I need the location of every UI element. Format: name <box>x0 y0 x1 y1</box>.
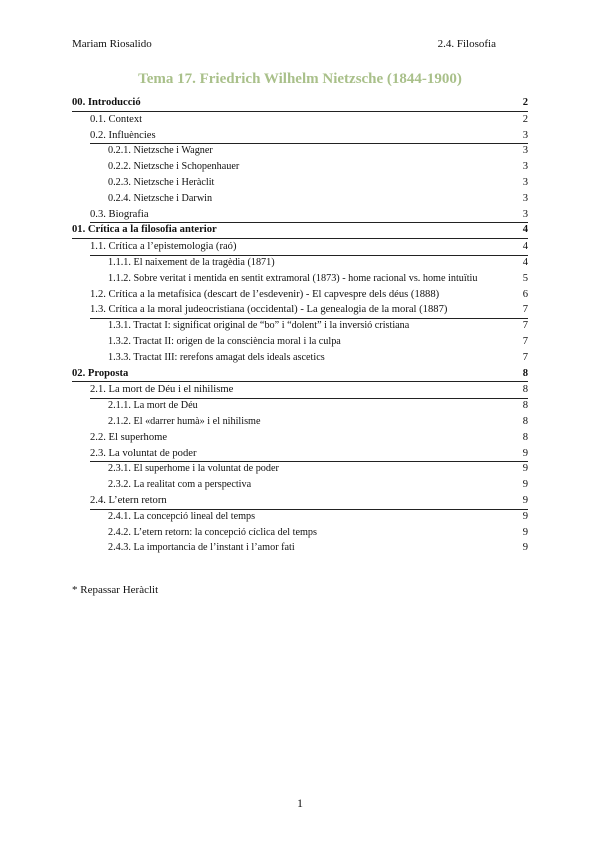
toc-entry[interactable] <box>72 446 528 462</box>
toc-entry-page: 6 <box>522 288 528 300</box>
toc-entry[interactable] <box>72 191 528 207</box>
toc-entry-label: 02. Proposta <box>72 367 129 379</box>
toc-entry-page: 3 <box>522 208 528 220</box>
toc-entry-label: 2.3. La voluntat de poder <box>90 447 197 459</box>
toc-entry-label: 1.1.1. El naixement de la tragèdia (1871) <box>108 256 275 268</box>
header-section: 2.4. Filosofia <box>437 38 496 50</box>
toc-entry-label: 1.3. Crítica a la moral judeocristiana (occidental) - La genealogia de la moral (1887) <box>90 304 448 316</box>
toc-entry[interactable] <box>72 382 528 398</box>
toc-entry-page: 4 <box>522 224 528 236</box>
toc-entry-page: 8 <box>522 367 528 379</box>
toc-entry-label: 0.3. Biografia <box>90 208 149 220</box>
toc-entry-label: 1.3.3. Tractat III: rerefons amagat dels ideals ascetics <box>108 351 325 363</box>
toc-entry-page: 7 <box>522 304 528 316</box>
toc-entry[interactable] <box>72 128 528 144</box>
table-of-contents <box>72 95 528 556</box>
toc-entry-label: 1.3.2. Tractat II: origen de la consciència moral i la culpa <box>108 335 341 347</box>
toc-entry-label: 2.4. L’etern retorn <box>90 494 167 506</box>
toc-entry-label: 0.2.4. Nietzsche i Darwin <box>108 192 213 204</box>
toc-entry[interactable] <box>72 540 528 556</box>
toc-entry[interactable] <box>72 493 528 509</box>
toc-entry-label: 2.4.2. L’etern retorn: la concepció cíclica del temps <box>108 526 317 538</box>
toc-entry-label: 2.4.1. La concepció lineal del temps <box>108 510 256 522</box>
toc-entry-label: 2.1. La mort de Déu i el nihilisme <box>90 384 234 396</box>
toc-entry[interactable] <box>72 302 528 318</box>
toc-entry[interactable] <box>72 222 528 239</box>
toc-entry[interactable] <box>72 350 528 366</box>
toc-entry-label: 0.2.1. Nietzsche i Wagner <box>108 145 213 157</box>
toc-entry-page: 9 <box>522 494 528 506</box>
toc-entry[interactable] <box>72 318 528 334</box>
toc-entry-page: 9 <box>522 542 528 554</box>
toc-entry-page: 3 <box>522 176 528 188</box>
toc-entry-label: 2.3.2. La realitat com a perspectiva <box>108 479 252 491</box>
toc-entry-page: 8 <box>522 384 528 396</box>
toc-entry[interactable] <box>72 509 528 525</box>
toc-entry[interactable] <box>72 334 528 350</box>
toc-entry-label: 2.3.1. El superhome i la voluntat de poder <box>108 463 279 475</box>
toc-entry-label: 00. Introducció <box>72 97 141 108</box>
toc-entry-label: 0.2.2. Nietzsche i Schopenhauer <box>108 161 240 173</box>
toc-entry[interactable] <box>72 525 528 541</box>
toc-entry-page: 5 <box>522 272 528 284</box>
toc-entry-page: 3 <box>522 192 528 204</box>
toc-entry[interactable] <box>72 143 528 159</box>
toc-entry-page: 2 <box>522 113 528 125</box>
toc-entry-page: 4 <box>522 241 528 253</box>
toc-entry-label: 01. Crítica a la filosofia anterior <box>72 224 217 236</box>
toc-entry-label: 1.2. Crítica a la metafísica (descart de l’esdevenir) - El capvespre dels déus (1888) <box>90 288 440 300</box>
toc-entry-label: 2.2. El superhome <box>90 431 168 443</box>
toc-entry-label: 1.1. Crítica a l’epistemologia (raó) <box>90 241 237 253</box>
toc-entry-page: 3 <box>522 161 528 173</box>
toc-entry-page: 7 <box>522 320 528 332</box>
toc-entry[interactable] <box>72 477 528 493</box>
toc-entry-page: 9 <box>522 479 528 491</box>
toc-entry-page: 9 <box>522 447 528 459</box>
toc-entry-label: 2.1.2. El «darrer humà» i el nihilisme <box>108 415 261 427</box>
toc-entry-page: 3 <box>522 129 528 141</box>
toc-entry-page: 9 <box>522 463 528 475</box>
toc-entry-label: 1.3.1. Tractat I: significat original de “bo” i “dolent” i la inversió cristiana <box>108 320 410 332</box>
header-author: Mariam Riosalido <box>72 38 152 50</box>
toc-entry[interactable] <box>72 175 528 191</box>
toc-entry-page: 2 <box>522 97 528 108</box>
toc-entry-page: 7 <box>522 335 528 347</box>
toc-entry-label: 2.1.1. La mort de Déu <box>108 400 198 412</box>
toc-entry[interactable] <box>72 239 528 255</box>
toc-entry[interactable] <box>72 287 528 303</box>
toc-entry-label: 0.2. Influències <box>90 129 156 141</box>
toc-entry[interactable] <box>72 159 528 175</box>
toc-entry-page: 3 <box>522 145 528 157</box>
toc-entry[interactable] <box>72 112 528 128</box>
toc-entry-page: 9 <box>522 526 528 538</box>
document-title: Tema 17. Friedrich Wilhelm Nietzsche (1844-1900) <box>138 71 462 87</box>
toc-entry-page: 8 <box>522 415 528 427</box>
page-number: 1 <box>297 796 303 810</box>
toc-entry-page: 8 <box>522 400 528 412</box>
toc-entry-page: 9 <box>522 510 528 522</box>
toc-entry-page: 8 <box>522 431 528 443</box>
toc-entry[interactable] <box>72 366 528 383</box>
toc-entry[interactable] <box>72 398 528 414</box>
toc-entry-label: 0.1. Context <box>90 113 143 125</box>
toc-entry-label: 0.2.3. Nietzsche i Heràclit <box>108 176 215 188</box>
toc-entry-page: 4 <box>522 256 528 268</box>
toc-entry[interactable] <box>72 207 528 223</box>
toc-entry-label: 2.4.3. La importancia de l’instant i l’amor fati <box>108 542 295 554</box>
toc-entry[interactable] <box>72 461 528 477</box>
toc-entry[interactable] <box>72 255 528 271</box>
footnote: * Repassar Heràclit <box>72 584 159 596</box>
toc-entry[interactable] <box>72 271 528 287</box>
toc-entry[interactable] <box>72 414 528 430</box>
toc-entry[interactable] <box>72 95 528 112</box>
toc-entry[interactable] <box>72 430 528 446</box>
toc-entry-page: 7 <box>522 351 528 363</box>
toc-entry-label: 1.1.2. Sobre veritat i mentida en sentit extramoral (1873) - home racional vs. home intuïtiu <box>108 272 478 284</box>
